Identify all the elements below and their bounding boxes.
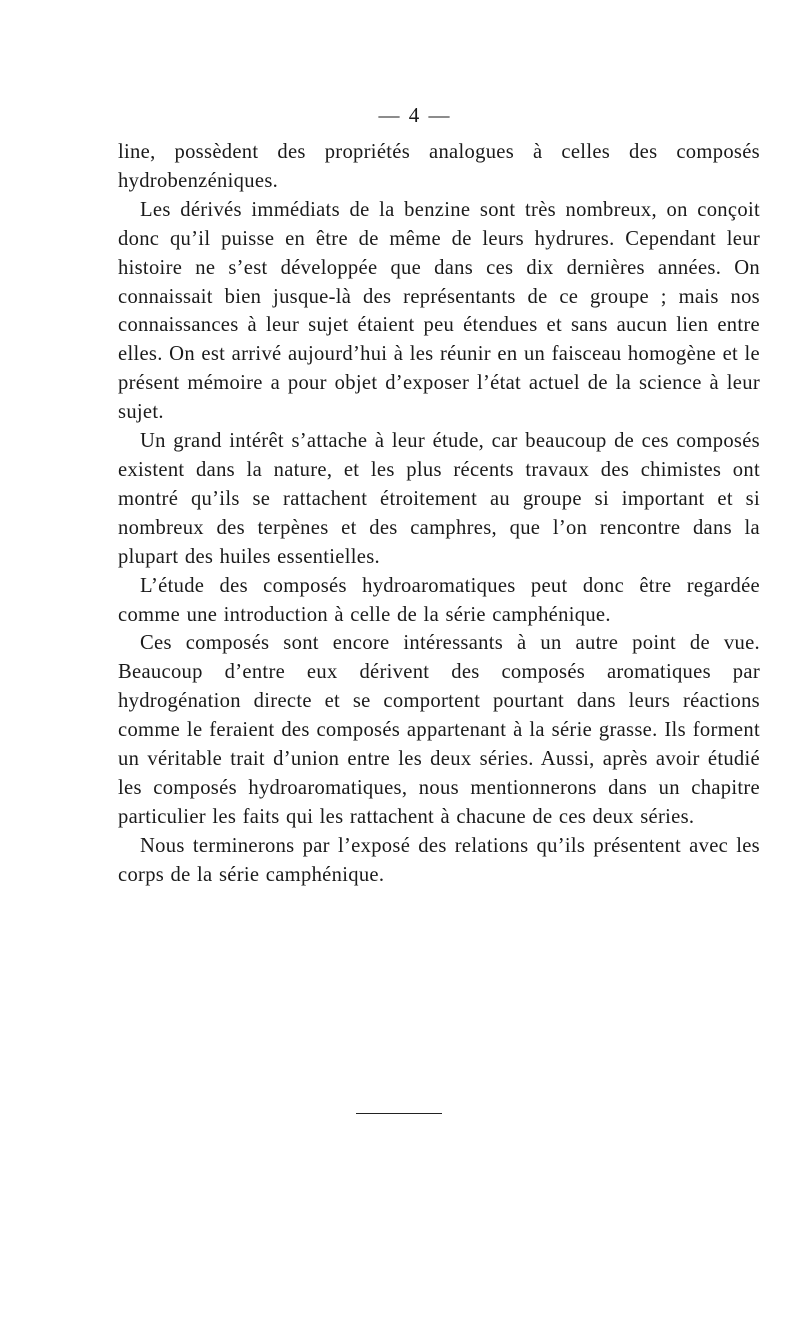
paragraph: L’étude des composés hydroaromatiques peut donc être regardée comme une introduction à celle de la série camphénique. — [118, 574, 760, 626]
paragraph: line, possèdent des propriétés analogues à celles des composés hydrobenzéniques. — [118, 141, 760, 192]
paragraph: Les dérivés immédiats de la benzine sont très nombreux, on conçoit donc qu’il puisse en être de même de leurs hydrures. Cependant leur histoire ne s’est développée que dans ces dix dernières années. On connaissait bien jusque-là des représentants de ce groupe ; mais nos connaissances à leur sujet étaient peu étendues et sans aucun lien entre elles. On est arrivé aujourd’hui à les réunir en un faisceau homogène et le présent mémoire a pour objet d’exposer l’état actuel de la science à leur sujet. — [118, 198, 760, 424]
paragraph: Nous terminerons par l’exposé des relations qu’ils présentent avec les corps de la série camphénique. — [118, 834, 760, 886]
paragraph: Ces composés sont encore intéressants à un autre point de vue. Beaucoup d’entre eux dérivent des composés aromatiques par hydrogénation directe et se comportent pourtant dans leurs réactions comme le feraient des composés appartenant à la série grasse. Ils forment un véritable trait d’union entre les deux séries. Aussi, après avoir étudié les composés hydroaromatiques, nous mentionnerons dans un chapitre particulier les faits qui les rattachent à chacune de ces deux séries. — [118, 632, 760, 828]
page-number: — 4 — — [378, 103, 452, 127]
body-text — [118, 138, 760, 890]
section-end-rule — [356, 1113, 442, 1114]
paragraph: Un grand intérêt s’attache à leur étude, car beaucoup de ces composés existent dans la nature, et les plus récents travaux des chimistes ont montré qu’ils se rattachent étroitement au groupe si important et si nombreux des terpènes et des camphres, que l’on rencontre dans la plupart des huiles essentielles. — [118, 430, 760, 568]
